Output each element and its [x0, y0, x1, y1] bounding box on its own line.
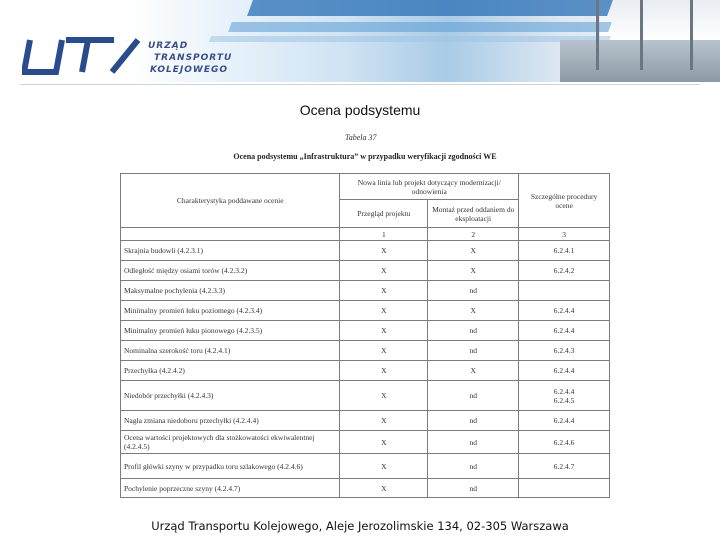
row-installation: nd [428, 411, 519, 431]
row-procedure: 6.2.4.4 [519, 301, 610, 321]
row-review: X [340, 381, 428, 411]
header-group: Nowa linia lub projekt dotyczący modernizacji/ odnowienia [340, 174, 519, 200]
row-procedure: 6.2.4.2 [519, 261, 610, 281]
logo-line: KOLEJOWEGO [150, 65, 229, 75]
table-row [121, 454, 610, 479]
row-characteristic: Maksymalne pochylenia (4.2.3.3) [121, 281, 340, 301]
row-review: X [340, 361, 428, 381]
row-installation: nd [428, 479, 519, 498]
row-installation: nd [428, 321, 519, 341]
row-installation: X [428, 241, 519, 261]
row-review: X [340, 281, 428, 301]
table-row [121, 341, 610, 361]
row-characteristic: Przechyłka (4.2.4.2) [121, 361, 340, 381]
train-stripe [209, 36, 611, 42]
row-characteristic: Skrajnia budowli (4.2.3.1) [121, 241, 340, 261]
column-number: 2 [428, 228, 519, 241]
row-review: X [340, 241, 428, 261]
row-characteristic: Minimalny promień łuku pionowego (4.2.3.5) [121, 321, 340, 341]
table-row [121, 241, 610, 261]
column-number: 1 [340, 228, 428, 241]
row-review: X [340, 341, 428, 361]
table-heading: Ocena podsystemu „Infrastruktura” w przypadku weryfikacji zgodności WE [233, 152, 497, 161]
row-procedure: 6.2.4.6 [519, 431, 610, 454]
utk-logo-icon [22, 36, 140, 78]
header-divider [20, 84, 700, 85]
row-characteristic: Ocena wartości projektowych dla stożkowatości ekwiwalentnej (4.2.4.5) [121, 431, 340, 454]
row-review: X [340, 431, 428, 454]
row-review: X [340, 454, 428, 479]
row-characteristic: Nagła zmiana niedoboru przechyłki (4.2.4.4) [121, 411, 340, 431]
row-procedure: 6.2.4.4 6.2.4.5 [519, 381, 610, 411]
row-installation: nd [428, 454, 519, 479]
row-review: X [340, 321, 428, 341]
row-characteristic: Niedobór przechyłki (4.2.4.3) [121, 381, 340, 411]
header-installation: Montaż przed oddaniem do eksploatacji [428, 200, 519, 228]
row-characteristic: Nominalna szerokość toru (4.2.4.1) [121, 341, 340, 361]
catenary-pole [596, 0, 599, 70]
scanned-document [120, 130, 610, 515]
banner-sky [600, 0, 720, 40]
row-review: X [340, 479, 428, 498]
row-installation: X [428, 361, 519, 381]
row-procedure: 6.2.4.4 [519, 361, 610, 381]
train-stripe [228, 22, 612, 32]
table-row [121, 261, 610, 281]
row-characteristic: Minimalny promień łuku poziomego (4.2.3.4) [121, 301, 340, 321]
table-caption: Tabela 37 [345, 133, 377, 142]
header-blank [121, 228, 340, 241]
header-review: Przegląd projektu [340, 200, 428, 228]
table-row [121, 301, 610, 321]
table-row [121, 431, 610, 454]
row-procedure: 6.2.4.7 [519, 454, 610, 479]
footer-address: Urząd Transportu Kolejowego, Aleje Jerozolimskie 134, 02-305 Warszawa [151, 519, 569, 533]
logo-line: URZĄD [148, 41, 189, 51]
table-row [121, 411, 610, 431]
row-installation: nd [428, 341, 519, 361]
row-procedure: 6.2.4.1 [519, 241, 610, 261]
row-procedure: 6.2.4.4 [519, 321, 610, 341]
header-characteristic: Charakterystyka poddawane ocenie [121, 174, 340, 228]
catenary-pole [640, 0, 643, 70]
assessment-table [120, 173, 610, 498]
row-installation: X [428, 261, 519, 281]
table-row [121, 381, 610, 411]
header-procedures: Szczególne procedury ocene [519, 174, 610, 228]
row-installation: nd [428, 381, 519, 411]
row-installation: X [428, 301, 519, 321]
table-row [121, 361, 610, 381]
row-characteristic: Pochylenie poprzeczne szyny (4.2.4.7) [121, 479, 340, 498]
row-characteristic: Odległość między osiami torów (4.2.3.2) [121, 261, 340, 281]
logo-line: TRANSPORTU [154, 53, 233, 63]
slide-title: Ocena podsystemu [299, 102, 421, 118]
table-row [121, 281, 610, 301]
row-installation: nd [428, 281, 519, 301]
row-procedure: 6.2.4.3 [519, 341, 610, 361]
row-review: X [340, 301, 428, 321]
row-procedure: 6.2.4.4 [519, 411, 610, 431]
row-characteristic: Profil główki szyny w przypadku toru szlakowego (4.2.4.6) [121, 454, 340, 479]
row-procedure [519, 479, 610, 498]
column-number: 3 [519, 228, 610, 241]
logo-wordmark [148, 40, 268, 76]
row-review: X [340, 261, 428, 281]
catenary-pole [690, 0, 693, 70]
row-installation: nd [428, 431, 519, 454]
table-row [121, 321, 610, 341]
table-row [121, 479, 610, 498]
row-procedure [519, 281, 610, 301]
row-review: X [340, 411, 428, 431]
train-stripe [247, 0, 613, 16]
